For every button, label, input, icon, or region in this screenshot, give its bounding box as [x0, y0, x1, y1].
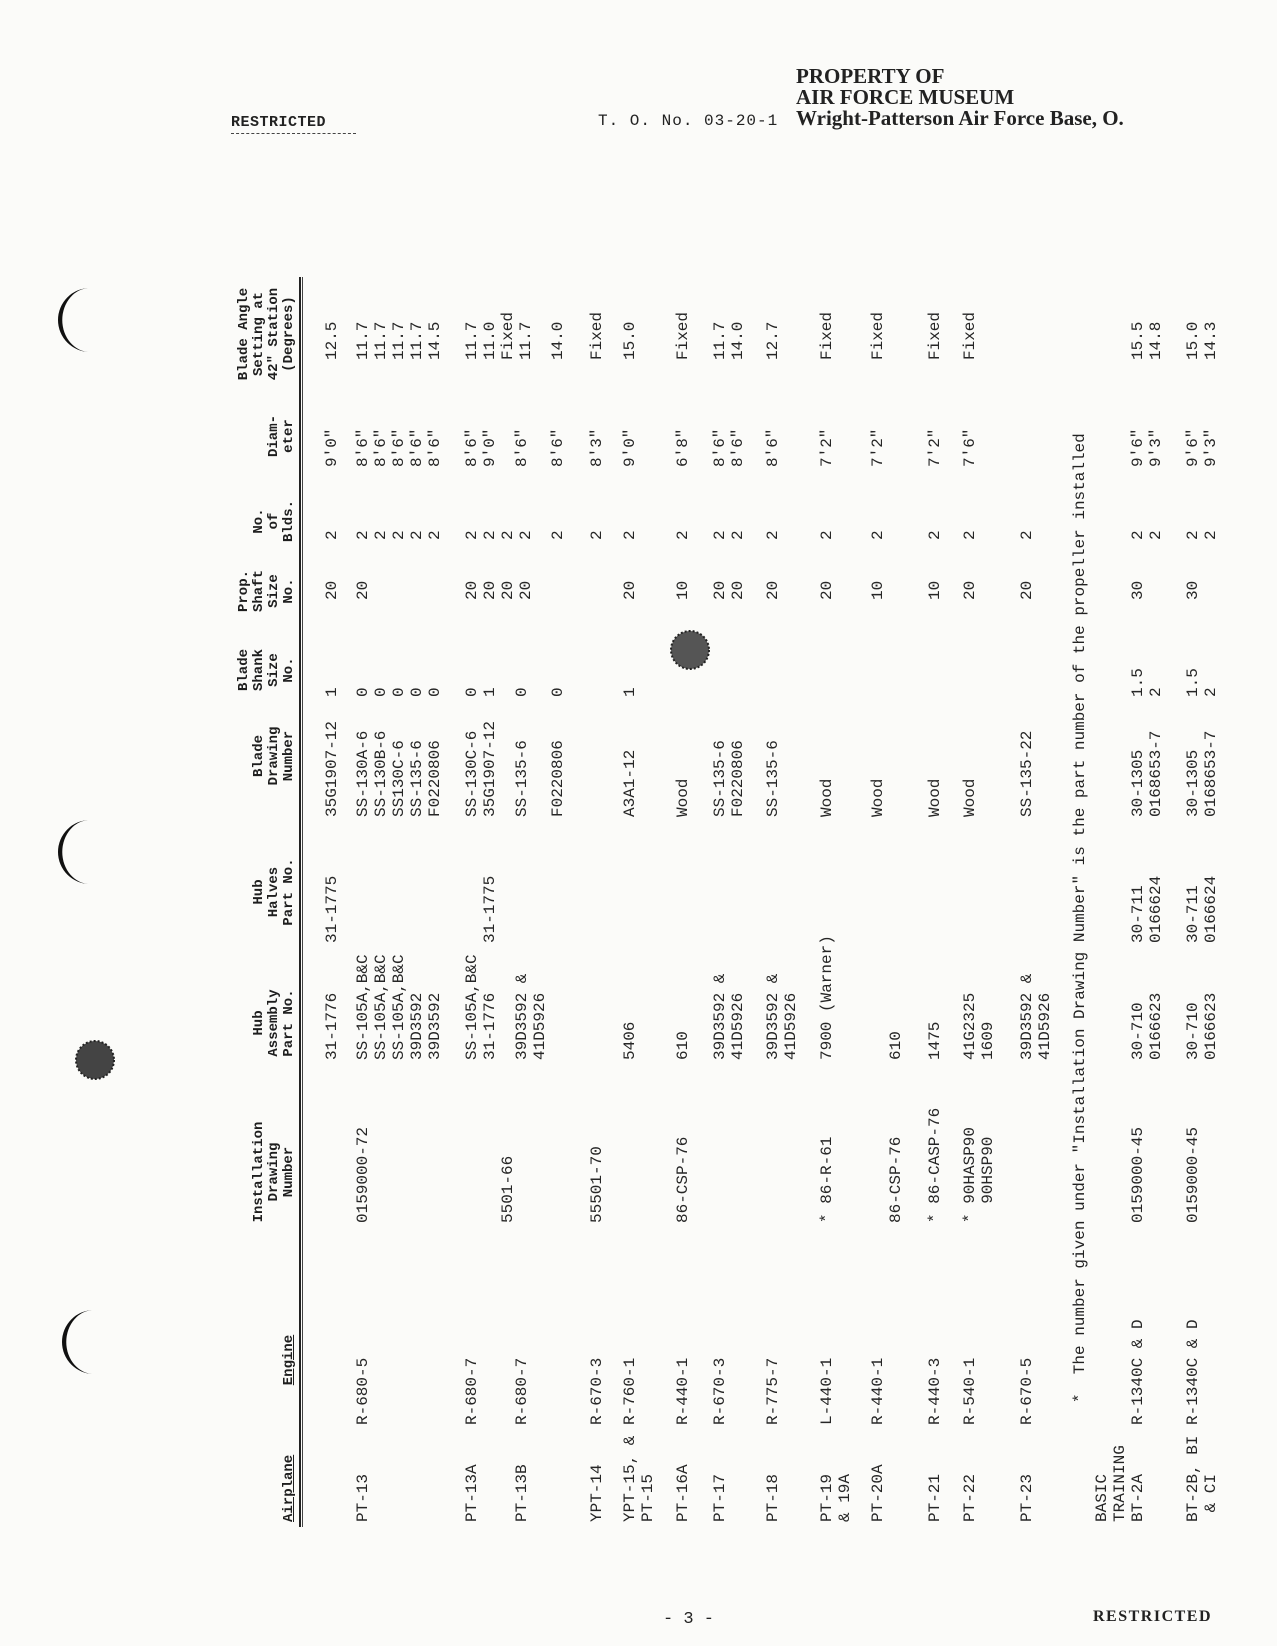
cell-hub-assembly: 610: [674, 1031, 692, 1060]
cell-engine: R-540-1: [961, 1357, 979, 1425]
cell-blades: 2: [764, 530, 782, 540]
cell-hub-assembly: 30-710 0166623: [1184, 992, 1220, 1060]
cell-blade-drawing: SS-130C-6 35G1907-12: [463, 720, 499, 817]
cell-diameter: 8'6": [513, 428, 531, 467]
cell-installation: * 90HASP90 90HSP90: [961, 1126, 997, 1223]
cell-airplane: PT-20A: [869, 1464, 887, 1522]
cell-blade-drawing: Wood: [818, 778, 836, 817]
cell-blade-angle: 11.7 11.7 11.7 11.7 14.5: [354, 321, 444, 360]
cell-hub-halves: 30-711 0166624: [1184, 875, 1220, 943]
header-divider: [299, 277, 303, 1527]
cell-shaft-size: 30: [1129, 580, 1147, 600]
cell-shank-size: 1.5 2: [1129, 668, 1165, 697]
cell-blade-angle: 14.0: [549, 321, 567, 360]
cell-shaft-size: 10: [869, 580, 887, 600]
cell-airplane: BASIC TRAINING BT-2A: [1093, 1445, 1147, 1522]
cell-installation: 86-CSP-76: [887, 1136, 905, 1223]
footnote: * The number given under "Installation Drawing Number" is the part number of the propeller installed: [1071, 433, 1089, 1403]
cell-engine: R-440-1: [869, 1357, 887, 1425]
property-stamp-line: AIR FORCE MUSEUM: [796, 85, 1015, 109]
cell-shaft-size: 30: [1184, 580, 1202, 600]
cell-shaft-size: 10: [926, 580, 944, 600]
cell-engine: R-775-7: [764, 1357, 782, 1425]
cell-blade-drawing: 30-1305 0168653-7: [1129, 730, 1165, 817]
cell-diameter: 8'3": [588, 428, 606, 467]
cell-installation: 0159000-45: [1184, 1126, 1202, 1223]
cell-hub-assembly: 7900 (Warner): [818, 935, 836, 1060]
cell-diameter: 8'6": [549, 428, 567, 467]
cell-blade-angle: Fixed: [869, 311, 887, 360]
cell-blades: 2: [621, 530, 639, 540]
page-number: - 3 -: [663, 1610, 715, 1629]
cell-diameter: 9'6" 9'3": [1184, 428, 1220, 467]
cell-engine: R-440-1: [674, 1357, 692, 1425]
cell-engine: R-1340C & D: [1129, 1319, 1147, 1425]
cell-hub-assembly: 39D3592 & 41D5926: [513, 973, 549, 1060]
cell-blades: 2: [323, 530, 341, 540]
cell-shank-size: 0 0 0 0 0: [354, 687, 444, 697]
cell-installation: * 86-CASP-76: [926, 1107, 944, 1223]
cell-diameter: 7'2": [869, 428, 887, 467]
cell-blade-angle: Fixed: [588, 311, 606, 360]
cell-hub-assembly: 610: [887, 1031, 905, 1060]
column-header-airplane: Airplane: [281, 1454, 297, 1522]
cell-airplane: PT-23: [1018, 1473, 1036, 1522]
propeller-table: [215, 240, 1220, 1560]
cell-blades: 2: [869, 530, 887, 540]
cell-shaft-size: 20: [818, 580, 836, 600]
cell-blade-drawing: SS-135-6 F0220806: [711, 740, 747, 817]
cell-shank-size: 0: [549, 687, 567, 697]
restricted-marking-top: RESTRICTED: [231, 114, 327, 131]
cell-installation: * 86-R-61: [818, 1136, 836, 1223]
cell-blade-drawing: 35G1907-12: [323, 720, 341, 817]
cell-hub-assembly: 30-710 0166623: [1129, 992, 1165, 1060]
cell-hub-assembly: 5406: [621, 1021, 639, 1060]
column-header-shank-size: Blade Shank Size No.: [236, 649, 297, 692]
cell-blade-drawing: SS-135-6: [764, 740, 782, 817]
cell-hub-assembly: 39D3592 & 41D5926: [764, 973, 800, 1060]
cell-blade-drawing: A3A1-12: [621, 749, 639, 817]
cell-blades: 2 2 2 2: [463, 530, 535, 540]
cell-shaft-size: 20: [764, 580, 782, 600]
cell-airplane: PT-17: [711, 1473, 729, 1522]
cell-blade-angle: 15.0 14.3: [1184, 321, 1220, 360]
cell-engine: R-670-5: [1018, 1357, 1036, 1425]
cell-airplane: PT-13B: [513, 1464, 531, 1522]
cell-engine: R-670-3: [588, 1357, 606, 1425]
column-header-installation: Installation Drawing Number: [251, 1121, 297, 1223]
cell-airplane: PT-13A: [463, 1464, 481, 1522]
cell-blades: 2: [1018, 530, 1036, 540]
cell-hub-assembly: SS-105A,B&C 31-1776: [463, 954, 499, 1060]
cell-shaft-size: 10: [674, 580, 692, 600]
cell-airplane: PT-21: [926, 1473, 944, 1522]
cell-blade-angle: 12.7: [764, 321, 782, 360]
cell-blade-angle: Fixed: [674, 311, 692, 360]
cell-blade-drawing: Wood: [869, 778, 887, 817]
cell-blades: 2 2: [711, 530, 747, 540]
cell-blades: 2: [926, 530, 944, 540]
cell-engine: R-680-7: [513, 1357, 531, 1425]
cell-installation: 86-CSP-76: [674, 1136, 692, 1223]
cell-diameter: 8'6" 8'6" 8'6" 8'6" 8'6": [354, 428, 444, 467]
restricted-marking-bottom: RESTRICTED: [1093, 1608, 1213, 1625]
cell-shank-size: 1: [323, 687, 341, 697]
cell-airplane: YPT-15, & PT-15: [621, 1435, 657, 1522]
cell-shaft-size: 20: [621, 580, 639, 600]
cell-blade-drawing: F0220806: [549, 740, 567, 817]
punched-hole-icon: [73, 1038, 117, 1082]
cell-shaft-size: 20: [1018, 580, 1036, 600]
cell-diameter: 7'2": [926, 428, 944, 467]
cell-shank-size: 0 1: [463, 687, 499, 697]
column-header-blade-drawing: Blade Drawing Number: [251, 726, 297, 786]
cell-airplane: PT-19 & 19A: [818, 1473, 854, 1522]
cell-diameter: 8'6" 9'0": [463, 428, 499, 467]
cell-engine: R-670-3: [711, 1357, 729, 1425]
cell-shank-size: 1: [621, 687, 639, 697]
cell-blades: 2: [818, 530, 836, 540]
cell-blade-angle: 15.5 14.8: [1129, 321, 1165, 360]
cell-diameter: 7'6": [961, 428, 979, 467]
cell-shaft-size: 20 20 20 20: [463, 580, 535, 600]
cell-engine: R-760-1: [621, 1357, 639, 1425]
cell-hub-assembly: 39D3592 & 41D5926: [711, 973, 747, 1060]
cell-installation: 0159000-72: [354, 1126, 372, 1223]
cell-shaft-size: 20: [354, 580, 372, 600]
cell-blades: 2: [588, 530, 606, 540]
cell-engine: R-680-5: [354, 1357, 372, 1425]
cell-blade-drawing: SS-135-6: [513, 740, 531, 817]
cell-blade-angle: 11.7 14.0: [711, 321, 747, 360]
cell-installation: 55501-70: [588, 1146, 606, 1223]
column-header-diameter: Diam- eter: [266, 415, 297, 458]
cell-hub-assembly: 1475: [926, 1021, 944, 1060]
cell-blade-drawing: Wood: [926, 778, 944, 817]
cell-diameter: 9'0": [621, 428, 639, 467]
binder-hole-icon: [50, 1306, 110, 1378]
cell-diameter: 8'6": [764, 428, 782, 467]
column-header-engine: Engine: [281, 1334, 297, 1386]
cell-blades: 2 2: [1184, 530, 1220, 540]
cell-diameter: 9'0": [323, 428, 341, 467]
cell-hub-assembly: 41G2325 1609: [961, 992, 997, 1060]
cell-blades: 2: [961, 530, 979, 540]
cell-blade-angle: Fixed: [926, 311, 944, 360]
cell-diameter: 9'6" 9'3": [1129, 428, 1165, 467]
cell-diameter: 7'2": [818, 428, 836, 467]
cell-blades: 2 2 2 2 2: [354, 530, 444, 540]
cell-blade-angle: 12.5: [323, 321, 341, 360]
cell-diameter: 8'6" 8'6": [711, 428, 747, 467]
cell-airplane: PT-22: [961, 1473, 979, 1522]
cell-blade-angle: 15.0: [621, 321, 639, 360]
cell-hub-assembly: 39D3592 & 41D5926: [1018, 973, 1054, 1060]
cell-hub-halves: 31-1775: [323, 875, 341, 943]
column-header-blades: No. of Blds.: [251, 500, 297, 543]
column-header-hub-halves: Hub Halves Part No.: [251, 858, 297, 926]
cell-airplane: YPT-14: [588, 1464, 606, 1522]
column-header-hub-assembly: Hub Assembly Part No.: [251, 989, 297, 1057]
cell-blade-angle: Fixed: [961, 311, 979, 360]
cell-installation: 0159000-45: [1129, 1126, 1147, 1223]
property-stamp-line: PROPERTY OF: [796, 64, 945, 88]
column-header-blade-angle: Blade Angle Setting at 42" Station (Degrees): [236, 287, 297, 381]
cell-hub-halves: 30-711 0166624: [1129, 875, 1165, 943]
cell-airplane: BT-2B, BI & CI: [1184, 1435, 1220, 1522]
cell-blades: 2: [549, 530, 567, 540]
cell-installation: 5501-66: [499, 1155, 517, 1223]
cell-engine: L-440-1: [818, 1357, 836, 1425]
cell-hub-assembly: SS-105A,B&C SS-105A,B&C SS-105A,B&C 39D3592 39D3592: [354, 954, 444, 1060]
property-stamp: [796, 66, 1124, 129]
technical-order-number: T. O. No. 03-20-1: [598, 112, 779, 130]
property-stamp-line: Wright-Patterson Air Force Base, O.: [796, 106, 1124, 130]
cell-blade-drawing: Wood: [674, 778, 692, 817]
cell-diameter: 6'8": [674, 428, 692, 467]
cell-blades: 2 2: [1129, 530, 1165, 540]
cell-hub-halves: 31-1775: [481, 875, 499, 943]
cell-shaft-size: 20 20: [711, 580, 747, 600]
column-header-shaft-size: Prop. Shaft Size No.: [236, 570, 297, 613]
cell-blade-angle: 11.7 11.0 Fixed 11.7: [463, 311, 535, 360]
cell-blade-drawing: 30-1305 0168653-7: [1184, 730, 1220, 817]
cell-blade-drawing: SS-135-22: [1018, 730, 1036, 817]
cell-blade-drawing: SS-130A-6 SS-130B-6 SS130C-6 SS-135-6 F0220806: [354, 730, 444, 817]
cell-blade-angle: Fixed: [818, 311, 836, 360]
cell-blades: 2: [674, 530, 692, 540]
cell-hub-assembly: 31-1776: [323, 992, 341, 1060]
cell-shank-size: 0: [513, 687, 531, 697]
cell-airplane: PT-18: [764, 1473, 782, 1522]
binder-hole-icon: [46, 284, 106, 356]
cell-shaft-size: 20: [961, 580, 979, 600]
cell-engine: R-440-3: [926, 1357, 944, 1425]
binder-hole-icon: [46, 816, 106, 888]
cell-shaft-size: 20: [323, 580, 341, 600]
cell-shank-size: 1.5 2: [1184, 668, 1220, 697]
cell-engine: R-680-7: [463, 1357, 481, 1425]
cell-airplane: PT-16A: [674, 1464, 692, 1522]
cell-blade-drawing: Wood: [961, 778, 979, 817]
cell-airplane: PT-13: [354, 1473, 372, 1522]
cell-engine: R-1340C & D: [1184, 1319, 1202, 1425]
